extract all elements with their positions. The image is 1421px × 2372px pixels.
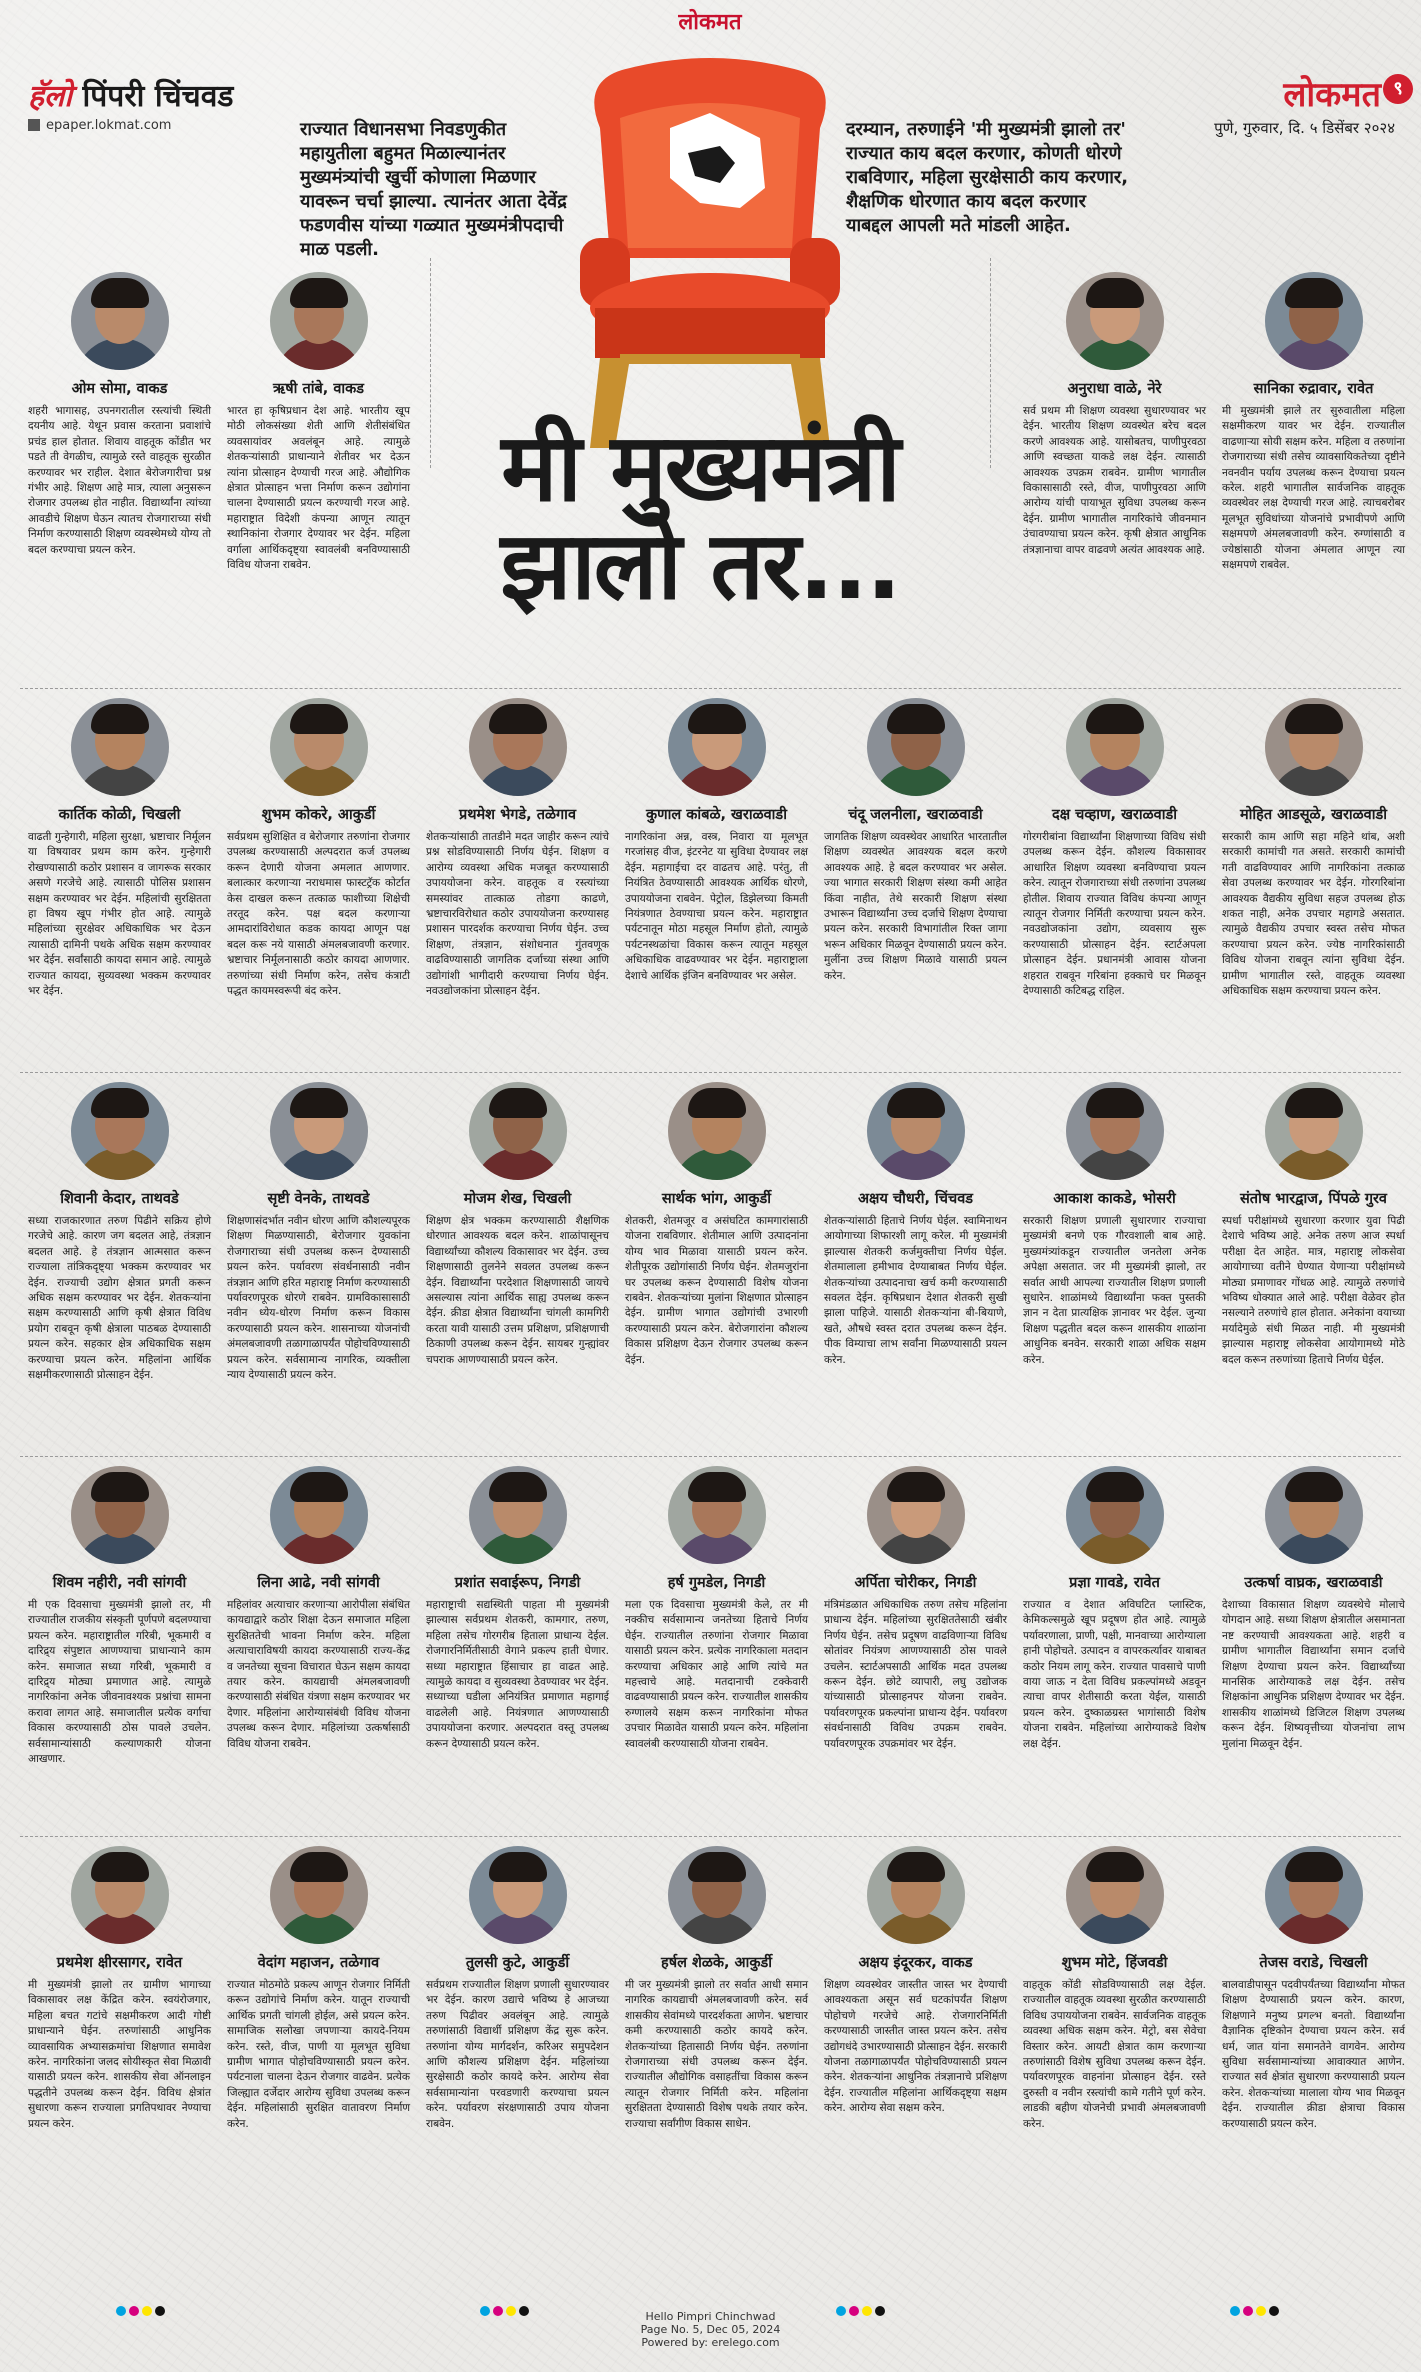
avatar — [71, 1082, 169, 1180]
opinion-card — [227, 272, 410, 573]
avatar — [1066, 1846, 1164, 1944]
opinion-card — [625, 1082, 808, 1368]
person-name: प्रथमेश क्षीरसागर, रावेत — [56, 1955, 183, 1971]
opinion-text: सरकारी शिक्षण प्रणाली सुधारणार राज्याचा मुख्यमंत्री बनणे एक गौरवशाली बाब आहे. मुख्यमंत्र्यांकडून राज्यातील जनतेला अनेक अपेक्षा असतात. जर मी मुख्यमंत्री झालो, तर सर्वात आधी आपल्या राज्यातील शिक्षण प्रणाली सुधारेन. शाळांमध्ये विद्यार्थ्यांना फक्त पुस्तकी ज्ञान न देता प्रात्यक्षिक ज्ञानावर भर देईल. जुन्या शिक्षण पद्धतीत बदल करून शासकीय शाळांना आधुनिक बनवेन. सरकारी शाळा अधिक सक्षम करेन. — [1023, 1215, 1206, 1366]
row-divider — [20, 688, 1401, 689]
opinion-text: महाराष्ट्राची सद्यस्थिती पाहता मी मुख्यमंत्री झाल्यास सर्वप्रथम शेतकरी, कामगार, तरुण, महिला तसेच गोरगरीब हिताला प्राधान्य देईल. रोजगारनिर्मितीसाठी वेगाने प्रकल्प हाती घेणार. सध्या महाराष्ट्रात हिंसाचार हा वाढत आहे. त्यामुळे कायदा व सुव्यवस्था ठेवण्यावर भर देईन. सध्याच्या घडीला अनियंत्रित प्रमाणात महागाई वाढलेली आहे. नियंत्रणात आणण्यासाठी उपाययोजना करणार. अल्पदरात वस्तू उपलब्ध करून देण्यासाठी प्रयत्न करेन. — [426, 1599, 609, 1750]
opinion-card — [28, 1846, 211, 2132]
person-name: चंदू जलनीला, खराळवाडी — [848, 807, 983, 823]
avatar — [1265, 698, 1363, 796]
epaper-link[interactable]: epaper.lokmat.com — [28, 118, 171, 133]
opinion-card — [227, 1846, 410, 2132]
person-name: लिना आढे, नवी सांगवी — [257, 1575, 380, 1591]
person-name: प्रथमेश भेगडे, तळेगाव — [458, 807, 577, 823]
row-divider — [20, 1456, 1401, 1457]
opinion-text: नागरिकांना अन्न, वस्त्र, निवारा या मूलभूत गरजांसह वीज, इंटरनेट या सुविधा देण्यावर लक्ष देईन. महागाईचा दर वाढतच आहे. परंतु, ती नियंत्रित ठेवण्यासाठी आवश्यक आर्थिक धोरणे, उपाययोजना राबवेन. पेट्रोल, डिझेलच्या किमती नियंत्रणात ठेवण्याचा प्रयत्न करेन. महाराष्ट्रात पर्यटनातून मोठा महसूल निर्माण होतो, त्यामुळे पर्यटनस्थळांचा विकास करून त्यातून महसूल अधिकाधिक वाढवण्यावर भर देईन. महाराष्ट्राला देशाचे आर्थिक इंजिन बनविण्यावर भर असेल. — [625, 831, 808, 982]
person-name: दक्ष चव्हाण, खराळवाडी — [1052, 807, 1177, 823]
masthead-logo: लोकमत — [678, 9, 742, 35]
opinion-text: मी जर मुख्यमंत्री झालो तर सर्वात आधी समान नागरिक कायद्याची अंमलबजावणी करेन. सर्व शासकीय सेवांमध्ये पारदर्शकता आणेन. भ्रष्टाचार कमी करण्यासाठी कठोर कायदे करेन. शेतकऱ्यांच्या हितासाठी निर्णय घेईन. तरुणांना रोजगाराच्या संधी उपलब्ध करून देईन. राज्यातील औद्योगिक वसाहतींचा विकास करून त्यातून रोजगार निर्मिती करेन. महिलांना सुरक्षितता देण्यासाठी विशेष पथके तयार करेन. राज्याचा सर्वांगीण विकास साधेन. — [625, 1979, 808, 2130]
person-name: सानिका रुद्रावार, रावेत — [1253, 381, 1374, 397]
avatar — [469, 1466, 567, 1564]
opinion-text: शिक्षण व्यवस्थेवर जास्तीत जास्त भर देण्याची आवश्यकता असून सर्व घटकांपर्यंत शिक्षण पोहोचणे गरजेचे आहे. रोजगारनिर्मिती करण्यासाठी जास्तीत जास्त प्रयत्न करेन. तसेच उद्योगधंदे उभारण्यासाठी प्रोत्साहन देईन. सरकारी योजना तळागाळापर्यंत पोहोचविण्यासाठी प्रयत्न करेन. शेतकऱ्यांना आधुनिक तंत्रज्ञानाचे प्रशिक्षण देईन. राज्यातील महिलांना आर्थिकदृष्ट्या सक्षम करेन. आरोग्य सेवा सक्षम करेन. — [824, 1979, 1007, 2115]
avatar — [71, 272, 169, 370]
opinion-text: मंत्रिमंडळात अधिकाधिक तरुण तसेच महिलांना प्राधान्य देईन. महिलांच्या सुरक्षिततेसाठी खंबीर निर्णय घेईन. तसेच प्रदूषण वाढविणाऱ्या विविध स्रोतांवर नियंत्रण आणण्यासाठी ठोस पावले उचलेन. स्टार्टअपसाठी आर्थिक मदत उपलब्ध करून देईन. छोटे व्यापारी, लघु उद्योजक यांच्यासाठी प्रोत्साहनपर योजना राबवेन. पर्यावरणपूरक प्रकल्पांना प्राधान्य देईन. पर्यावरण संवर्धनासाठी विविध उपक्रम राबवेन. पर्यावरणपूरक उपक्रमांवर भर देईन. — [824, 1599, 1007, 1750]
throne-chair-illustration — [560, 58, 860, 468]
avatar — [668, 1466, 766, 1564]
avatar — [1066, 698, 1164, 796]
headline-line-1: मी मुख्यमंत्री — [501, 414, 899, 523]
headline — [440, 414, 960, 621]
avatar — [668, 698, 766, 796]
hello-label: हॅलो — [28, 79, 73, 114]
dateline: पुणे, गुरुवार, दि. ५ डिसेंबर २०२४ — [1214, 119, 1395, 137]
person-name: अनुराधा वाळे, नेरे — [1067, 381, 1162, 397]
avatar — [668, 1082, 766, 1180]
opinion-text: शेतकरी, शेतमजूर व असंघटित कामगारांसाठी योजना राबविणार. शेतीमाल आणि उत्पादनांना योग्य भाव मिळावा यासाठी प्रयत्न करेन. शेतीपूरक उद्योगांसाठी निर्णय घेईन. शेतमजुरांना घर उपलब्ध करून देण्यासाठी विशेष योजना राबवेन. शेतकऱ्यांच्या मुलांना शिक्षणात प्रोत्साहन देईन. ग्रामीण भागात उद्योगांची उभारणी करण्यासाठी प्रयत्न करेन. बेरोजगारांना कौशल्य विकास प्रशिक्षण देऊन रोजगार उपलब्ध करून देईन. — [625, 1215, 808, 1366]
opinion-card — [227, 1466, 410, 1752]
intro-left: राज्यात विधानसभा निवडणुकीत महायुतीला बहुमत मिळाल्यानंतर मुख्यमंत्र्यांची खुर्ची कोणाला मिळणार यावरून चर्चा झाल्या. त्यानंतर आता देवेंद्र फडणवीस यांच्या गळ्यात मुख्यमंत्रीपदाची माळ पडली. — [300, 119, 567, 260]
opinion-text: सर्व प्रथम मी शिक्षण व्यवस्था सुधारण्यावर भर देईन. भारतीय शिक्षण व्यवस्थेत बरेच बदल करणे आवश्यक आहे. यासोबतच, पाणीपुरवठा आणि स्वच्छता याकडे लक्ष देईन. त्यासाठी आवश्यक उपक्रम राबवेन. ग्रामीण भागातील विकासासाठी रस्ते, वीज, पाणीपुरवठा आणि आरोग्य यांची पायाभूत सुविधा उपलब्ध करून देईन. ग्रामीण भागातील नागरिकांचे जीवनमान उंचावण्याचा प्रयत्न करेन. कृषी क्षेत्रात आधुनिक तंत्रज्ञानाचा वापर वाढवणे अत्यंत आवश्यक आहे. — [1023, 405, 1206, 556]
opinion-card — [426, 1846, 609, 2132]
opinion-text: सर्वप्रथम राज्यातील शिक्षण प्रणाली सुधारण्यावर भर देईन. कारण उद्याचे भविष्य हे आजच्या तरुण पिढीवर अवलंबून आहे. त्यामुळे तरुणांसाठी विद्यार्थी प्रशिक्षण केंद्र सुरू करेन. तरुणांना योग्य मार्गदर्शन, करिअर समुपदेशन आणि कौशल्य प्रशिक्षण देईन. महिलांच्या सुरक्षेसाठी कठोर कायदे करेन. आरोग्य सेवा सर्वसामान्यांना परवडणारी करण्याचा प्रयत्न करेन. पर्यावरण संरक्षणासाठी उपाय योजना राबवेन. — [426, 1979, 609, 2130]
person-name: कुणाल कांबळे, खराळवाडी — [646, 807, 787, 823]
opinion-text: शिक्षणासंदर्भात नवीन धोरण आणि कौशल्यपूरक शिक्षण मिळण्यासाठी, बेरोजगार युवकांना रोजगाराच्या संधी उपलब्ध करून देण्यासाठी प्रयत्न करेन. पर्यावरण संवर्धनासाठी नवीन तंत्रज्ञान आणि हरित महाराष्ट्र निर्माण करण्यासाठी पर्यावरणपूरक धोरणे राबवेन. ग्रामविकासासाठी नवीन ध्येय-धोरण निर्माण करून विकास करण्यासाठी प्रयत्न करेन. शासनाच्या योजनांची अंमलबजावणी तळागाळापर्यंत पोहोचविण्यासाठी प्रयत्न करेन. सर्वसामान्य नागरिक, व्यक्तीला न्याय देण्यासाठी प्रयत्न करेन. — [227, 1215, 410, 1382]
opinion-card — [824, 698, 1007, 984]
opinion-text: राज्यात व देशात अविघटित प्लास्टिक, केमिकल्समुळे खूप प्रदूषण होत आहे. त्यामुळे पर्यावरणाला, प्राणी, पक्षी, मानवाच्या आरोग्याला हानी पोहोचते. उत्पादन व वापरकर्त्यावर याबाबत कठोर नियम लागू करेन. राज्यात पावसाचे पाणी वाया जाऊ न देता विविध प्रकल्पांमध्ये अडवून त्याचा वापर शेतीसाठी करता येईल, यासाठी प्रयत्न करेन. दुष्काळग्रस्त भागांसाठी विशेष योजना राबवेन. महिलांच्या आरोग्याकडे विशेष लक्ष देईन. — [1023, 1599, 1206, 1750]
avatar — [469, 1082, 567, 1180]
opinion-text: वाहतूक कोंडी सोडविण्यासाठी लक्ष देईल. राज्यातील वाहतूक व्यवस्था सुरळीत करण्यासाठी विविध उपाययोजना राबवेन. सार्वजनिक वाहतूक व्यवस्था अधिक सक्षम करेन. मेट्रो, बस सेवेचा विस्तार करेन. आयटी क्षेत्रात काम करणाऱ्या तरुणांसाठी विशेष सुविधा उपलब्ध करून देईन. पर्यावरणपूरक वाहनांना प्रोत्साहन देईन. रस्ते दुरुस्ती व नवीन रस्त्यांची कामे गतीने पूर्ण करेन. लाडकी बहीण योजनेची प्रभावी अंमलबजावणी करेन. — [1023, 1979, 1206, 2130]
opinion-card — [28, 272, 211, 558]
opinion-text: शेतकऱ्यांसाठी तातडीने मदत जाहीर करून त्यांचे प्रश्न सोडविण्यासाठी निर्णय घेईन. शिक्षण व आरोग्य व्यवस्था अधिक मजबूत करण्यासाठी उपाययोजना करेन. वाहतूक व रस्त्यांच्या समस्यांवर तात्काळ तोडगा काढणे, भ्रष्टाचारविरोधात कठोर उपाययोजना करण्यासह प्रशासन पारदर्शक करण्याचा निर्णय घेईन. उच्च शिक्षण, तंत्रज्ञान, संशोधनात गुंतवणूक वाढविण्यासाठी जागतिक दर्जाच्या संस्था आणि उद्योगांशी भागीदारी करण्याचा निर्णय घेईन. नवउद्योजकांना प्रोत्साहन देईन. — [426, 831, 609, 998]
avatar — [270, 272, 368, 370]
person-name: प्रज्ञा गावडे, रावेत — [1069, 1575, 1160, 1591]
person-name: अक्षय चौधरी, चिंचवड — [857, 1191, 974, 1207]
opinion-card — [824, 1846, 1007, 2117]
person-name: शिवम नहीरी, नवी सांगवी — [52, 1575, 187, 1591]
opinion-card — [1222, 1846, 1405, 2132]
opinion-card — [1222, 1466, 1405, 1752]
avatar — [1265, 1082, 1363, 1180]
avatar — [1066, 272, 1164, 370]
avatar — [867, 698, 965, 796]
opinion-text: मी मुख्यमंत्री झाले तर सुरुवातीला महिला सक्षमीकरण यावर भर देईन. राज्यातील वाढणाऱ्या सोयी सक्षम करेन. महिला व तरुणांना रोजगाराच्या संधी तसेच व्यावसायिकतेच्या दृष्टीने नवनवीन पर्याय उपलब्ध करून देण्याचा प्रयत्न करेल. शहरी भागातील सार्वजनिक वाहतूक व्यवस्थेवर लक्ष देण्याची गरज आहे. त्याचबरोबर मूलभूत सुविधांच्या योजनांचे प्रभावीपणे आणि सक्षमपणे अंमलबजावणी करेन. रुग्णांसाठी व ज्येष्ठांसाठी योजना अंमलात आणून त्या सक्षमपणे राबवेल. — [1222, 405, 1405, 572]
person-name: वेदांग महाजन, तळेगाव — [257, 1955, 380, 1971]
person-name: शिवानी केदार, ताथवडे — [60, 1191, 179, 1207]
person-name: संतोष भारद्वाज, पिंपळे गुरव — [1240, 1191, 1387, 1207]
opinion-card — [227, 698, 410, 999]
avatar — [71, 698, 169, 796]
opinion-card — [227, 1082, 410, 1383]
opinion-text: गोरगरीबांना विद्यार्थ्यांना शिक्षणाच्या विविध संधी उपलब्ध करून देईन. कौशल्य विकासावर आधारित शिक्षण व्यवस्था बनविण्याचा प्रयत्न करेन. त्यातून रोजगाराच्या संधी तरुणांना उपलब्ध होतील. शिवाय राज्यात विविध कंपन्या आणून त्यातून रोजगार निर्मिती करण्याचा प्रयत्न करेन. नवउद्योजकांना उद्योग, व्यवसाय सुरू करण्यासाठी प्रोत्साहन देईन. स्टार्टअपला प्रोत्साहन देईन. प्रधानमंत्री आवास योजना शहरात राबवून गरिबांना हक्काचे घर मिळवून देण्यासाठी कटिबद्ध राहिल. — [1023, 831, 1206, 998]
opinion-card — [426, 1082, 609, 1368]
person-name: प्रशांत सवाईरूप, निगडी — [454, 1575, 581, 1591]
edition-title — [28, 74, 233, 115]
opinion-text: देशाच्या विकासात शिक्षण व्यवस्थेचे मोलाचे योगदान आहे. सध्या शिक्षण क्षेत्रातील असमानता नष्ट करण्याची आवश्यकता आहे. शहरी व ग्रामीण भागातील विद्यार्थ्यांना समान दर्जाचे शिक्षण देण्याचा प्रयत्न करेन. विद्यार्थ्यांच्या मानसिक आरोग्याकडे लक्ष देईन. तसेच शिक्षकांना आधुनिक प्रशिक्षण देण्यावर भर देईन. शासकीय शाळांमध्ये डिजिटल शिक्षण उपलब्ध करून देईन. शिष्यवृत्तीच्या योजनांचा लाभ मुलांना मिळवून देईन. — [1222, 1599, 1405, 1750]
opinion-card — [1023, 272, 1206, 558]
avatar — [270, 1082, 368, 1180]
divider — [990, 258, 991, 468]
avatar — [867, 1082, 965, 1180]
person-name: हर्ष गुमडेल, निगडी — [667, 1575, 766, 1591]
opinion-card — [1222, 1082, 1405, 1368]
page-number-badge: ९ — [1383, 74, 1413, 104]
opinion-card — [28, 1082, 211, 1383]
footer-powered: Powered by: erelego.com — [641, 2336, 780, 2349]
opinion-card — [824, 1466, 1007, 1752]
opinion-text: मी मुख्यमंत्री झालो तर ग्रामीण भागाच्या विकासावर लक्ष केंद्रित करेन. स्वयंरोजगार, महिला बचत गटांचे सक्षमीकरण आदी गोष्टी प्राधान्याने घेईन. तरुणांसाठी आधुनिक व्यावसायिक अभ्यासक्रमांचा शिक्षणात समावेश करेन. नागरिकांना जलद सोयीस्कृत सेवा मिळावी यासाठी प्रयत्न करेन. शासकीय सेवा ऑनलाइन पद्धतीने उपलब्ध करून देईन. विविध क्षेत्रांत सुधारणा करून राज्याला प्रगतिपथावर नेण्याचा प्रयत्न करेन. — [28, 1979, 211, 2130]
person-name: आकाश काकडे, भोसरी — [1053, 1191, 1176, 1207]
opinion-card — [1023, 1082, 1206, 1368]
opinion-text: सरकारी काम आणि सहा महिने थांब, अशी सरकारी कामांची गत असते. सरकारी कामांची गती वाढविण्यावर आणि नागरिकांना तत्काळ सेवा उपलब्ध करण्यावर भर देईन. गोरगरिबांना आवश्यक वैद्यकीय सुविधा सहज उपलब्ध होऊ शकत नाही, अनेक उपचार महागडे असतात. त्यामुळे वैद्यकीय उपचार स्वस्त तसेच मोफत करण्याचा प्रयत्न करेन. ज्येष्ठ नागरिकांसाठी विविध योजना राबवून त्यांना सुविधा देईन. ग्रामीण भागातील रस्ते, वाहतूक व्यवस्था अधिकाधिक सक्षम करण्याचा प्रयत्न करेन. — [1222, 831, 1405, 998]
opinion-card — [426, 1466, 609, 1752]
avatar — [270, 1466, 368, 1564]
avatar — [469, 1846, 567, 1944]
row-divider — [20, 1836, 1401, 1837]
opinion-card — [1023, 1466, 1206, 1752]
footer-page: Page No. 5, Dec 05, 2024 — [640, 2323, 781, 2336]
avatar — [867, 1466, 965, 1564]
row-divider — [20, 1072, 1401, 1073]
avatar — [270, 698, 368, 796]
footer-edition: Hello Pimpri Chinchwad — [645, 2310, 776, 2323]
person-name: शुभम कोकरे, आकुर्डी — [261, 807, 376, 823]
person-name: ओम सोमा, वाकड — [71, 381, 168, 397]
avatar — [71, 1466, 169, 1564]
person-name: उत्कर्षा वाघ्रक, खराळवाडी — [1244, 1575, 1383, 1591]
avatar — [1265, 272, 1363, 370]
opinion-text: स्पर्धा परीक्षांमध्ये सुधारणा करणार युवा पिढी देशाचे भविष्य आहे. अनेक तरुण आज स्पर्धा परीक्षा देत आहेत. मात्र, महाराष्ट्र लोकसेवा आयोगाच्या वतीने घेण्यात येणाऱ्या परीक्षांमध्ये मोठ्या प्रमाणावर गोंधळ आहे. त्यामुळे तरुणांचे भविष्य धोक्यात आले आहे. परीक्षा वेळेवर होत नसल्याने तरुणांचे हाल होतात. अनेकांना वयाच्या मर्यादेमुळे संधी मिळत नाही. मी मुख्यमंत्री झाल्यास महाराष्ट्र लोकसेवा आयोगामध्ये मोठे बदल करून तरुणांच्या हिताचे निर्णय घेईल. — [1222, 1215, 1405, 1366]
person-name: सार्थक भांग, आकुर्डी — [661, 1191, 772, 1207]
opinion-card — [625, 1846, 808, 2132]
opinion-card — [426, 698, 609, 999]
opinion-text: शेतकऱ्यांसाठी हिताचे निर्णय घेईल. स्वामिनाथन आयोगाच्या शिफारशी लागू करेल. मी मुख्यमंत्री झाल्यास शेतकरी कर्जमुक्तीचा निर्णय घेईल. शेतमालाला हमीभाव देण्याबाबत निर्णय घेईल. शेतकऱ्यांच्या उत्पादनाचा खर्च कमी करण्यासाठी सवलत देईन. कृषिप्रधान देशात शेतकरी सुखी झाला पाहिजे. यासाठी शेतकऱ्यांना बी-बियाणे, खते, औषधे स्वस्त दरात उपलब्ध करून देईन. पीक विम्याचा लाभ सर्वांना मिळण्यासाठी प्रयत्न करेन. — [824, 1215, 1007, 1366]
avatar — [1265, 1846, 1363, 1944]
person-name: अक्षय इंदूरकर, वाकड — [858, 1955, 973, 1971]
opinion-card — [1222, 272, 1405, 573]
avatar — [1066, 1466, 1164, 1564]
person-name: ऋषी तांबे, वाकड — [272, 381, 365, 397]
person-name: कार्तिक कोळी, चिखली — [58, 807, 181, 823]
intro-right: दरम्यान, तरुणाईने 'मी मुख्यमंत्री झालो तर' राज्यात काय बदल करणार, कोणती धोरणे राबविणार, महिला सुरक्षेसाठी काय करणार, शैक्षणिक धोरणात काय बदल करणार याबद्दल आपली मते मांडली आहेत. — [846, 119, 1129, 236]
opinion-text: शहरी भागासह, उपनगरातील रस्त्यांची स्थिती दयनीय आहे. येथून प्रवास करताना प्रवाशांचे प्रचंड हाल होतात. शिवाय वाहतूक कोंडीत भर पडते ती वेगळीच, त्यामुळे रस्ते वाहतूक सुरळीत करण्यावर भर राहील. देशात बेरोजगारीचा प्रश्न गंभीर आहे. शिक्षण आहे मात्र, त्याला अनुसरून रोजगार उपलब्ध होत नाहीत. विद्यार्थ्यांना त्यांच्या आवडीचे शिक्षण घेऊन त्यातच रोजगाराच्या संधी निर्माण करण्यासाठी शिक्षण व्यवस्थेमध्ये योग्य तो बदल करण्याचा प्रयत्न करेन. — [28, 405, 211, 556]
opinion-text: मला एक दिवसाचा मुख्यमंत्री केले, तर मी नक्कीच सर्वसामान्य जनतेच्या हिताचे निर्णय घेईन. राज्यातील तरुणांना रोजगार मिळावा यासाठी प्रयत्न करेन. प्रत्येक नागरिकाला मतदान करण्याचा अधिकार आहे आणि त्यांचे मत महत्त्वाचे आहे. मतदानाची टक्केवारी वाढवण्यासाठी प्रयत्न करेन. राज्यातील शासकीय रुग्णालये सक्षम करून नागरिकांना मोफत उपचार मिळावेत यासाठी प्रयत्न करेन. महिलांना स्वावलंबी करण्यासाठी योजना राबवेन. — [625, 1599, 808, 1750]
opinion-text: जागतिक शिक्षण व्यवस्थेवर आधारित भारतातील शिक्षण व्यवस्थेत आवश्यक बदल करणे आवश्यक आहे. हे बदल करण्यावर भर असेल. ज्या भागात सरकारी शिक्षण संस्था कमी आहेत किंवा नाहीत, तेथे सरकारी शिक्षण संस्था उभारून विद्यार्थ्यांना उच्च दर्जाचे शिक्षण देण्याचा प्रयत्न करेन. सरकारी विभागांतील रिक्त जागा भरून अधिकार मिळवून देण्यासाठी प्रयत्न करेन. मुलींना उच्च शिक्षण मिळावे यासाठी प्रयत्न करेन. — [824, 831, 1007, 982]
person-name: अर्पिता चोरीकर, निगडी — [854, 1575, 977, 1591]
avatar — [668, 1846, 766, 1944]
opinion-text: वाढती गुन्हेगारी, महिला सुरक्षा, भ्रष्टाचार निर्मूलन या विषयावर प्रथम काम करेन. गुन्हेगारी रोखण्यासाठी कठोर प्रशासन व जागरूक सरकार असणे गरजेचे आहे. त्यासाठी पोलिस प्रशासन सक्षम करण्यावर भर देईन. महिलांची सुरक्षितता हा विषय खूप गंभीर होत आहे. त्यामुळे महिलांच्या सुरक्षेवर अधिकाधिक भर देऊन त्यासाठी दामिनी पथके अधिक सक्षम करण्यावर भर देईन. सर्वांसाठी कायदा समान आहे. त्यामुळे राज्यात कायदा, सुव्यवस्था भक्कम करण्यावर भर देईन. — [28, 831, 211, 998]
opinion-card — [625, 698, 808, 984]
opinion-text: बालवाडीपासून पदवीपर्यंतच्या विद्यार्थ्यांना मोफत शिक्षण देण्यासाठी प्रयत्न करेन. कारण, शिक्षणाने मनुष्य प्रगल्भ बनतो. विद्यार्थ्यांना वैज्ञानिक दृष्टिकोन देण्याचा प्रयत्न करेन. सर्व धर्म, जात यांना समानतेने वागवेन. आरोग्य सुविधा सर्वसामान्यांच्या आवाक्यात आणेन. राज्यात सर्व क्षेत्रांत सुधारणा करण्यासाठी प्रयत्न करेन. शेतकऱ्यांच्या मालाला योग्य भाव मिळवून देईन. राज्यातील क्रीडा क्षेत्राचा विकास करण्यासाठी प्रयत्न करेन. — [1222, 1979, 1405, 2130]
opinion-card — [28, 698, 211, 999]
opinion-text: शिक्षण क्षेत्र भक्कम करण्यासाठी शैक्षणिक धोरणात आवश्यक बदल करेन. शाळांपासूनच विद्यार्थ्यांच्या कौशल्य विकासावर भर देईन. उच्च शिक्षणासाठी तुलनेने सवलत उपलब्ध करून देईन. विद्यार्थ्यांना परदेशात शिक्षणासाठी जायचे असल्यास त्यांना आर्थिक साह्य उपलब्ध करून देईन. क्रीडा क्षेत्रात विद्यार्थ्यांना चांगली कामगिरी करता यावी यासाठी उत्तम प्रशिक्षण, प्रशिक्षणाची ठिकाणी उपलब्ध करून देईन. सायबर गुन्ह्यांवर चपराक आणण्यासाठी प्रयत्न करेन. — [426, 1215, 609, 1366]
opinion-card — [824, 1082, 1007, 1368]
opinion-card — [1023, 698, 1206, 999]
person-name: तुलसी कुटे, आकुर्डी — [465, 1955, 570, 1971]
opinion-text: सध्या राजकारणात तरुण पिढीने सक्रिय होणे गरजेचे आहे. कारण जग बदलत आहे, तंत्रज्ञान बदलत आहे. हे तंत्रज्ञान आत्मसात करून राज्याला तांत्रिकदृष्ट्या भक्कम करण्यावर भर देईन. राज्याची उद्योग क्षेत्रात प्रगती करून अधिक सक्षम करण्यावर भर देईन. शेतकऱ्यांना सक्षम करण्यासाठी आणि कृषी क्षेत्रात विविध प्रयोग राबवून कृषी क्षेत्राला पाठबळ देण्यासाठी प्रयत्न करेन. सहकार क्षेत्र अधिकाधिक सक्षम करण्याचा प्रयत्न करेन. महिलांना आर्थिक सक्षमीकरणासाठी प्रोत्साहन देईन. — [28, 1215, 211, 1382]
opinion-card — [1023, 1846, 1206, 2132]
opinion-text: मी एक दिवसाचा मुख्यमंत्री झालो तर, मी राज्यातील राजकीय संस्कृती पूर्णपणे बदलण्याचा प्रयत्न करेन. महाराष्ट्रातील गरिबी, भूकमारी व दारिद्र्य संपुष्टात आणण्याचा प्राधान्याने काम करेन. समाजात सध्या गरिबी, भूकमारी व दारिद्र्य मोठ्या प्रमाणात आहे. त्यामुळे नागरिकांना अनेक जीवनावश्यक प्रश्नांचा सामना करावा लागत आहे. समाजातील प्रत्येक वर्गाचा विकास करण्यासाठी ठोस पावले उचलेन. सर्वसामान्यांसाठी कल्याणकारी योजना आखणार. — [28, 1599, 211, 1766]
opinion-text: भारत हा कृषिप्रधान देश आहे. भारतीय खूप मोठी लोकसंख्या शेती आणि शेतीसंबंधित व्यवसायांवर अवलंबून आहे. त्यामुळे शेतकऱ्यांसाठी प्राधान्याने शेतीवर भर देऊन त्यांना प्रोत्साहन देण्याची गरज आहे. औद्योगिक क्षेत्रात प्रोत्साहन भत्ता निर्माण करून उद्योगांना चालना देण्यासाठी प्रयत्न करण्याची गरज आहे. महाराष्ट्रात विदेशी कंपन्या आणून त्यातून स्थानिकांना रोजगार देण्यावर भर देईन. महिला वर्गाला आर्थिकदृष्ट्या स्वावलंबी बनविण्यासाठी विविध योजना राबवेन. — [227, 405, 410, 572]
avatar — [469, 698, 567, 796]
person-name: सृष्टी वेनके, ताथवडे — [267, 1191, 370, 1207]
avatar — [867, 1846, 965, 1944]
brand-logo: लोकमत — [1283, 75, 1381, 115]
person-name: मोहित आडसूळे, खराळवाडी — [1239, 807, 1388, 823]
person-name: मोजम शेख, चिखली — [463, 1191, 572, 1207]
person-name: हर्षल शेळके, आकुर्डी — [661, 1955, 772, 1971]
divider — [430, 258, 431, 468]
headline-line-2: झालो तर... — [500, 512, 900, 621]
person-name: शुभम मोटे, हिंजवडी — [1061, 1955, 1168, 1971]
edition-name: पिंपरी चिंचवड — [82, 79, 234, 114]
opinion-card — [1222, 698, 1405, 999]
opinion-text: सर्वप्रथम सुशिक्षित व बेरोजगार तरुणांना रोजगार उपलब्ध करण्यासाठी अल्पदरात कर्ज उपलब्ध करून देणारी योजना अमलात आणणार. बलात्कार करणाऱ्या नराधमास फास्टट्रॅक कोर्टात केस दाखल करून तत्काळ फाशीच्या शिक्षेची तरतूद करेन. पक्ष बदल करणाऱ्या आमदारांविरोधात कडक कायदा आणून पक्ष बदल करू नये यासाठी अंमलबजावणी करणार. भ्रष्टाचार निर्मूलनासाठी कठोर कायदा आणणार. तरुणांच्या संधी निर्माण करेन, तसेच कंत्राटी पद्धत कायमस्वरूपी बंद करेन. — [227, 831, 410, 998]
footer — [0, 2310, 1421, 2349]
opinion-text: महिलांवर अत्याचार करणाऱ्या आरोपीला संबंधित कायद्याद्वारे कठोर शिक्षा देऊन समाजात महिला सुरक्षिततेची भावना निर्माण करेन. महिला अत्याचाराविषयी कायदा करण्यासाठी राज्य-केंद्र व जनतेच्या सूचना विचारात घेऊन सक्षम कायदा तयार करेन. कायद्याची अंमलबजावणी करण्यासाठी संबंधित यंत्रणा सक्षम करण्यावर भर देणार. महिलांना आरोग्यासंबंधी विविध योजना उपलब्ध करून देणार. महिलांच्या उत्कर्षासाठी विविध योजना राबवेन. — [227, 1599, 410, 1750]
opinion-text: राज्यात मोठमोठे प्रकल्प आणून रोजगार निर्मिती करून उद्योगांचे निर्माण करेन. यातून राज्याची आर्थिक प्रगती चांगली होईल, असे प्रयत्न करेन. सामाजिक सलोखा जपणाऱ्या कायदे-नियम करेन. रस्ते, वीज, पाणी या मूलभूत सुविधा ग्रामीण भागात पोहोचविण्यासाठी प्रयत्न करेन. पर्यटनाला चालना देऊन रोजगार वाढवेन. प्रत्येक जिल्ह्यात दर्जेदार आरोग्य सुविधा उपलब्ध करून देईन. महिलांसाठी सुरक्षित वातावरण निर्माण करेन. — [227, 1979, 410, 2130]
avatar — [270, 1846, 368, 1944]
person-name: तेजस वराडे, चिखली — [1259, 1955, 1368, 1971]
avatar — [71, 1846, 169, 1944]
opinion-card — [28, 1466, 211, 1767]
opinion-card — [625, 1466, 808, 1752]
avatar — [1265, 1466, 1363, 1564]
avatar — [1066, 1082, 1164, 1180]
